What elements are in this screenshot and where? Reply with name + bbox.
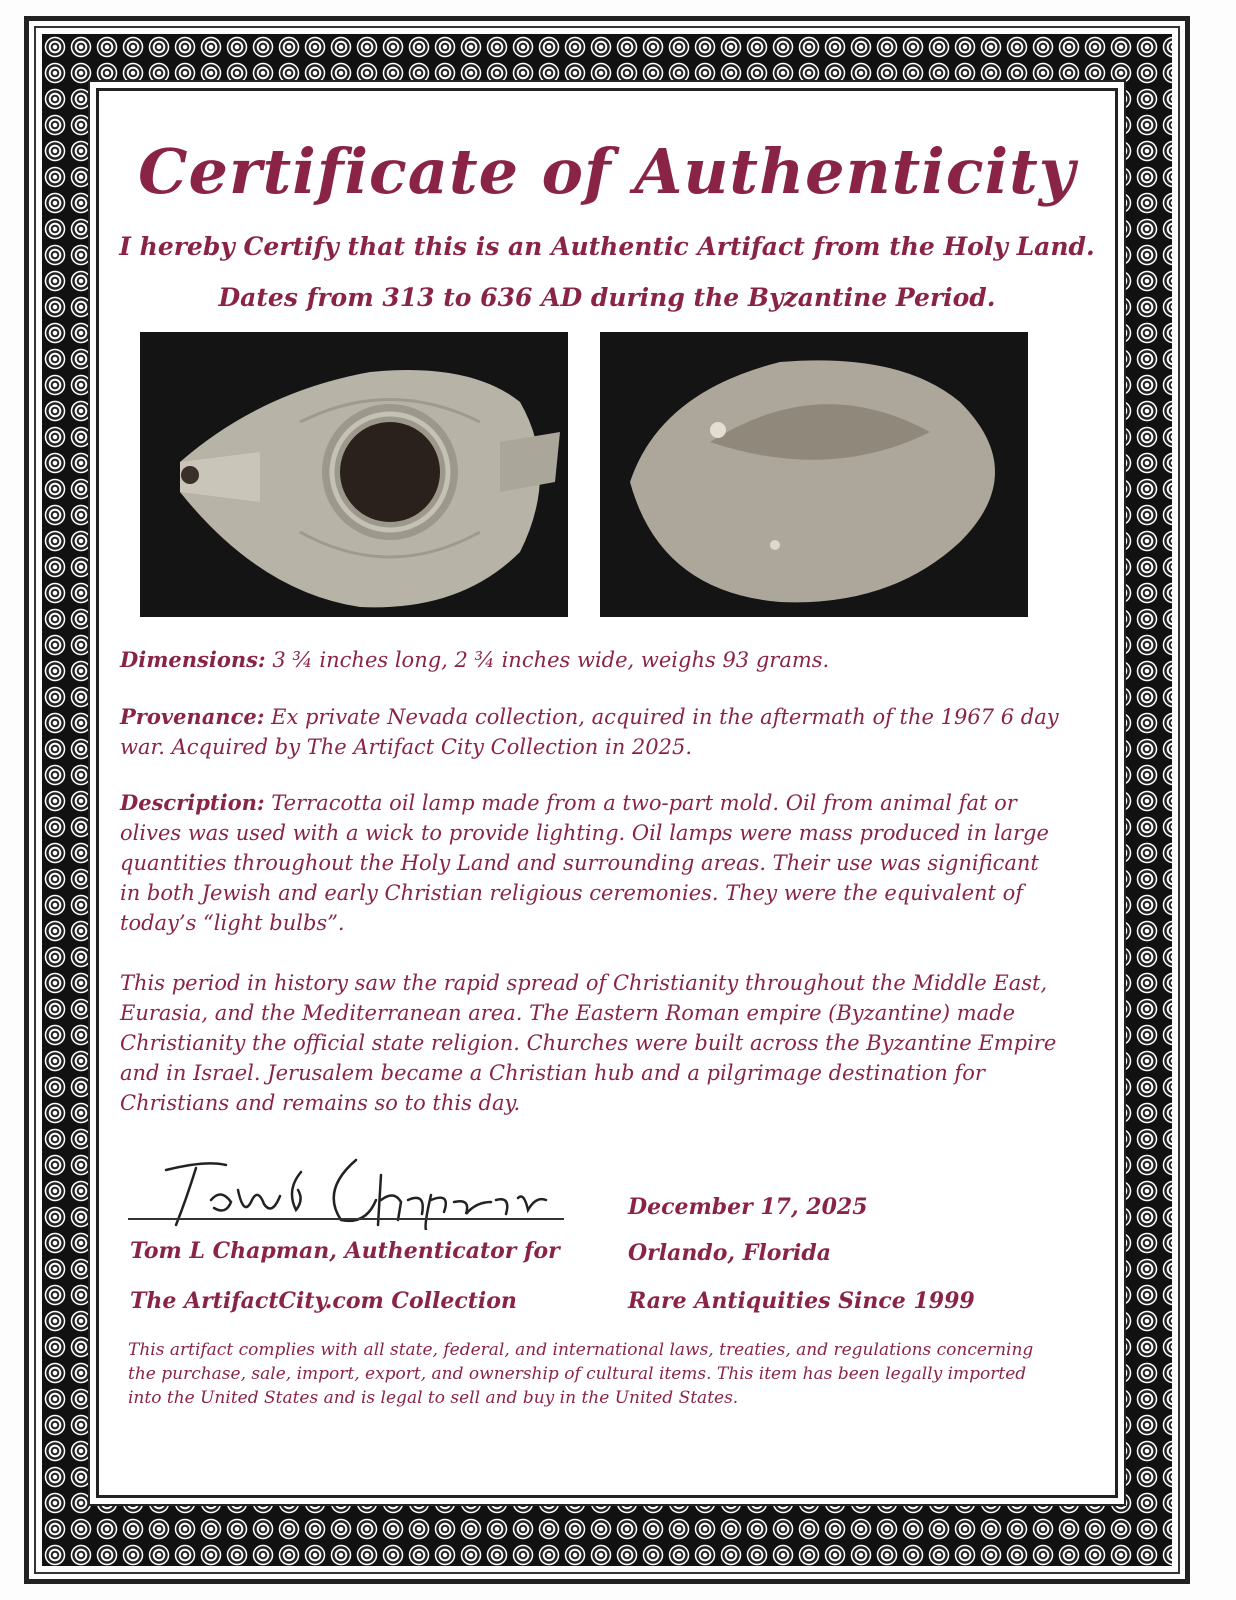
- signature: [126, 1130, 566, 1230]
- description-text: Terracotta oil lamp made from a two-part mold. Oil from animal fat or olives was used with a wick to provide lighting. Oil lamps were mass produced in large quantities throughout the Holy Land and surrounding areas. Their use was significant in both Jewish and early Christian religious ceremonies. They were the equivalent of today’s “light bulbs”.: [120, 791, 1049, 935]
- certificate-title: Certificate of Authenticity: [138, 135, 1076, 208]
- certificate-location: Orlando, Florida: [628, 1240, 831, 1266]
- company-tagline: Rare Antiquities Since 1999: [628, 1288, 975, 1314]
- description-section: [120, 788, 1060, 938]
- description-label: Description:: [120, 790, 265, 815]
- legal-disclaimer: This artifact complies with all state, federal, and international laws, treaties, and regulations concerning the purchase, sale, import, export, and ownership of cultural items. This item has been legally imported into the United States and is legal to sell and buy in the United States.: [128, 1340, 1034, 1408]
- provenance-text: Ex private Nevada collection, acquired in the aftermath of the 1967 6 day war. Acquired by The Artifact City Collection in 2025.: [120, 705, 1059, 759]
- artifact-photo-bottom: [600, 332, 1028, 617]
- oil-lamp-bottom-image: [600, 332, 1028, 617]
- period-statement: Dates from 313 to 636 AD during the Byzantine Period.: [218, 283, 996, 312]
- collection-name: The ArtifactCity.com Collection: [130, 1288, 517, 1314]
- provenance-section: [120, 702, 1060, 762]
- certificate-date: December 17, 2025: [628, 1194, 868, 1220]
- provenance-label: Provenance:: [120, 704, 265, 729]
- dimensions-label: Dimensions:: [120, 647, 266, 672]
- dimensions-text: 3 ¾ inches long, 2 ¾ inches wide, weighs 93 grams.: [265, 648, 830, 672]
- history-section: This period in history saw the rapid spread of Christianity throughout the Middle East, Eurasia, and the Mediterranean area. The Eastern Roman empire (Byzantine) made Christianity the official state religion. Churches were built across the Byzantine Empire and in Israel. Jerusalem became a Christian hub and a pilgrimage destination for Christians and remains so to this day.: [120, 971, 1057, 1115]
- dimensions-section: [120, 645, 1060, 675]
- artifact-photo-top: [140, 332, 568, 617]
- oil-lamp-top-image: [140, 332, 568, 617]
- signature-line: [128, 1218, 564, 1220]
- authenticator-title: Tom L Chapman, Authenticator for: [130, 1238, 560, 1264]
- handwritten-signature: [126, 1130, 566, 1230]
- authenticity-statement: I hereby Certify that this is an Authentic Artifact from the Holy Land.: [119, 232, 1095, 261]
